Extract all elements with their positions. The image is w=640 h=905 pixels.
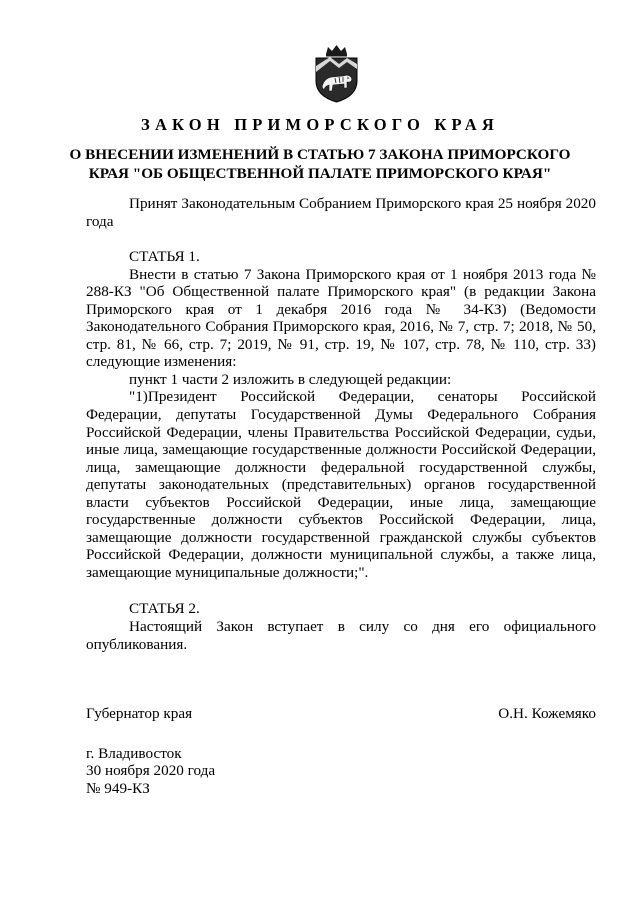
signature-block (86, 705, 596, 723)
adoption-statement: Принят Законодательным Собранием Приморского края 25 ноября 2020 года (86, 195, 596, 230)
subtitle-line: КРАЯ "ОБ ОБЩЕСТВЕННОЙ ПАЛАТЕ ПРИМОРСКОГО КРАЯ" (88, 165, 552, 182)
issue-city: г. Владивосток (86, 744, 182, 762)
law-title: ЗАКОН ПРИМОРСКОГО КРАЯ (141, 115, 499, 134)
article-2-heading: СТАТЬЯ 2. (129, 600, 200, 618)
article-1-instruction: пункт 1 части 2 изложить в следующей редакции: (129, 370, 452, 388)
issue-date: 30 ноября 2020 года (86, 762, 216, 780)
signatory-position: Губернатор края (86, 705, 193, 723)
law-subtitle (0, 145, 640, 183)
primorsky-krai-coat-of-arms-icon (313, 45, 360, 103)
article-1-heading: СТАТЬЯ 1. (129, 248, 200, 266)
subtitle-line: О ВНЕСЕНИИ ИЗМЕНЕНИЙ В СТАТЬЮ 7 ЗАКОНА ПРИМОРСКОГО (69, 146, 571, 163)
signatory-name: О.Н. Кожемяко (498, 705, 596, 723)
law-number: № 949-КЗ (86, 779, 150, 797)
article-2-text: Настоящий Закон вступает в силу со дня его официального опубликования. (86, 618, 596, 653)
law-body (86, 195, 596, 797)
document-footer (86, 745, 596, 798)
article-1-intro: Внести в статью 7 Закона Приморского края от 1 ноября 2013 года № 288-КЗ "Об Общественной палате Приморского края" (в редакции Закона Приморского края от 1 декабря 2016 года № 34-КЗ) (Ведомости Законодательного Собрания Приморского края, 2016, № 7, стр. 7; 2018, № 50, стр. 81, № 66, стр. 7; 2019, № 91, стр. 19, № 107, стр. 78, № 110, стр. 33) следующие изменения: (86, 265, 596, 371)
article-1-amendment-text: "1)Президент Российской Федерации, сенаторы Российской Федерации, депутаты Государственной Думы Федерального Собрания Российской Федерации, члены Правительства Российской Федерации, судьи, иные лица, замещающие государственные должности Российской Федерации, лица, замещающие должности федеральной государственной службы, депутаты законодательных (представительных) органов государственной власти субъектов Российской Федерации, иные лица, замещающие государственные должности субъектов Российской Федерации, лица, замещающие должности государственной гражданской службы субъектов Российской Федерации, должности муниципальной службы, а также лица, замещающие муниципальные должности;". (86, 388, 596, 581)
